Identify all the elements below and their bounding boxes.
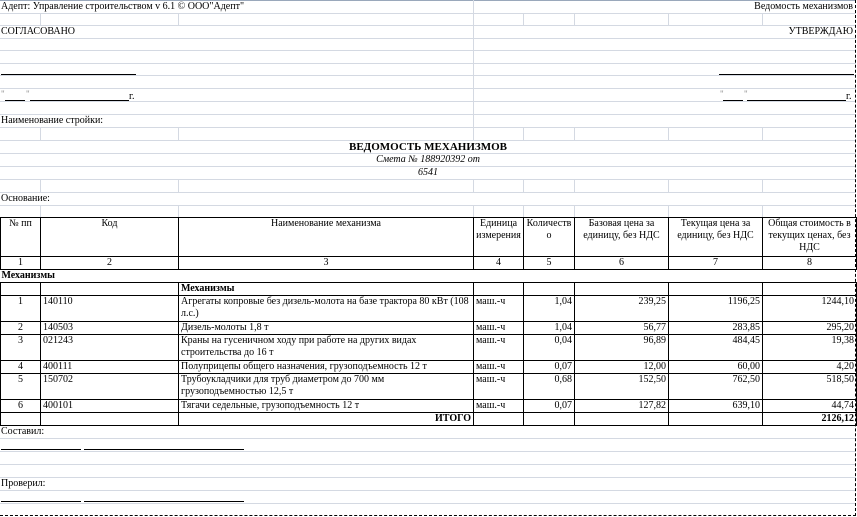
date-quote-open-right: " <box>720 89 724 99</box>
row-total-cost: 44,74 <box>763 400 857 413</box>
row-quantity: 0,68 <box>524 374 575 400</box>
row-unit: маш.-ч <box>474 335 524 361</box>
row-mechanism-name: Краны на гусеничном ходу при работе на других видах строительства до 16 т <box>179 335 474 361</box>
approval-right-signature-line <box>719 74 854 75</box>
document-type-label: Ведомость механизмов <box>754 1 853 12</box>
row-code: 150702 <box>41 374 179 400</box>
compiled-by-position-line <box>1 449 81 450</box>
table-row <box>1 322 857 335</box>
row-code: 140503 <box>41 322 179 335</box>
construction-name-label: Наименование стройки: <box>1 115 104 126</box>
row-code: 400111 <box>41 361 179 374</box>
checked-by-label: Проверил: <box>1 478 46 489</box>
document-title: ВЕДОМОСТЬ МЕХАНИЗМОВ <box>349 141 507 153</box>
row-total-cost: 19,38 <box>763 335 857 361</box>
section-title: Механизмы <box>1 270 857 283</box>
row-base-price: 152,50 <box>575 374 669 400</box>
row-mechanism-name: Полуприцепы общего назначения, грузоподъемность 12 т <box>179 361 474 374</box>
table-row <box>1 374 857 400</box>
total-row <box>1 413 857 426</box>
row-current-price: 762,50 <box>669 374 763 400</box>
approval-left-signature-line <box>1 74 136 75</box>
compiled-by-name-line <box>84 449 244 450</box>
group-row <box>1 283 857 296</box>
checked-by-position-line <box>1 501 81 502</box>
row-current-price: 60,00 <box>669 361 763 374</box>
column-header-quantity: Количеств о <box>524 218 575 257</box>
row-number: 1 <box>1 296 41 322</box>
column-number: 3 <box>179 257 474 270</box>
column-number: 1 <box>1 257 41 270</box>
column-number: 4 <box>474 257 524 270</box>
group-title: Механизмы <box>179 283 474 296</box>
row-base-price: 127,82 <box>575 400 669 413</box>
date-quote-close-left: " <box>26 89 30 99</box>
approval-left-label: СОГЛАСОВАНО <box>1 26 76 37</box>
row-number: 4 <box>1 361 41 374</box>
checked-by-name-line <box>84 501 244 502</box>
column-header-total-cost: Общая стоимость в текущих ценах, без НДС <box>763 218 857 257</box>
date-month-line-right <box>747 100 846 101</box>
table-row <box>1 335 857 361</box>
row-current-price: 1196,25 <box>669 296 763 322</box>
total-label: ИТОГО <box>179 413 474 426</box>
row-quantity: 0,07 <box>524 400 575 413</box>
date-quote-open-left: " <box>1 89 5 99</box>
table-row <box>1 400 857 413</box>
date-quote-close-right: " <box>744 89 748 99</box>
row-number: 3 <box>1 335 41 361</box>
column-header-current-price: Текущая цена за единицу, без НДС <box>669 218 763 257</box>
page-break-horizontal <box>0 515 856 516</box>
estimate-number: Смета № 188920392 от <box>376 154 480 165</box>
column-header-base-price: Базовая цена за единицу, без НДС <box>575 218 669 257</box>
section-row <box>1 270 857 283</box>
column-header-number: № пп <box>1 218 41 257</box>
row-base-price: 239,25 <box>575 296 669 322</box>
row-mechanism-name: Агрегаты копровые без дизель-молота на базе трактора 80 кВт (108 л.с.) <box>179 296 474 322</box>
table-row <box>1 296 857 322</box>
estimate-number-line2: 6541 <box>418 167 438 178</box>
row-number: 2 <box>1 322 41 335</box>
app-title: Адепт: Управление строительством v 6.1 © ООО"Адепт" <box>1 1 245 12</box>
row-mechanism-name: Тягачи седельные, грузоподъемность 12 т <box>179 400 474 413</box>
basis-label: Основание: <box>1 193 50 204</box>
column-number: 2 <box>41 257 179 270</box>
column-header-name: Наименование механизма <box>179 218 474 257</box>
row-total-cost: 4,20 <box>763 361 857 374</box>
row-base-price: 12,00 <box>575 361 669 374</box>
row-total-cost: 1244,10 <box>763 296 857 322</box>
row-base-price: 56,77 <box>575 322 669 335</box>
row-quantity: 1,04 <box>524 296 575 322</box>
row-quantity: 0,07 <box>524 361 575 374</box>
compiled-by-label: Составил: <box>1 426 45 437</box>
row-unit: маш.-ч <box>474 374 524 400</box>
row-total-cost: 518,50 <box>763 374 857 400</box>
row-number: 6 <box>1 400 41 413</box>
column-number: 6 <box>575 257 669 270</box>
row-code: 140110 <box>41 296 179 322</box>
row-current-price: 283,85 <box>669 322 763 335</box>
row-quantity: 1,04 <box>524 322 575 335</box>
date-year-right: г. <box>846 91 852 102</box>
column-header-code: Код <box>41 218 179 257</box>
column-number: 5 <box>524 257 575 270</box>
column-header-unit: Единица измерения <box>474 218 524 257</box>
date-day-line-right <box>723 100 743 101</box>
row-total-cost: 295,20 <box>763 322 857 335</box>
table-row <box>1 361 857 374</box>
row-code: 400101 <box>41 400 179 413</box>
row-unit: маш.-ч <box>474 400 524 413</box>
row-unit: маш.-ч <box>474 296 524 322</box>
row-current-price: 484,45 <box>669 335 763 361</box>
date-day-line-left <box>5 100 25 101</box>
date-year-left: г. <box>129 91 135 102</box>
row-unit: маш.-ч <box>474 322 524 335</box>
table-header-row <box>1 218 857 257</box>
row-quantity: 0,04 <box>524 335 575 361</box>
row-mechanism-name: Трубоукладчики для труб диаметром до 700 мм грузоподъемностью 12,5 т <box>179 374 474 400</box>
column-number: 8 <box>763 257 857 270</box>
approval-right-label: УТВЕРЖДАЮ <box>788 26 853 37</box>
row-unit: маш.-ч <box>474 361 524 374</box>
total-value: 2126,12 <box>763 413 857 426</box>
date-month-line-left <box>30 100 129 101</box>
page-break-vertical <box>855 0 856 516</box>
row-code: 021243 <box>41 335 179 361</box>
column-number-row <box>1 257 857 270</box>
column-number: 7 <box>669 257 763 270</box>
row-base-price: 96,89 <box>575 335 669 361</box>
row-current-price: 639,10 <box>669 400 763 413</box>
row-number: 5 <box>1 374 41 400</box>
mechanisms-table <box>0 217 857 426</box>
row-mechanism-name: Дизель-молоты 1,8 т <box>179 322 474 335</box>
